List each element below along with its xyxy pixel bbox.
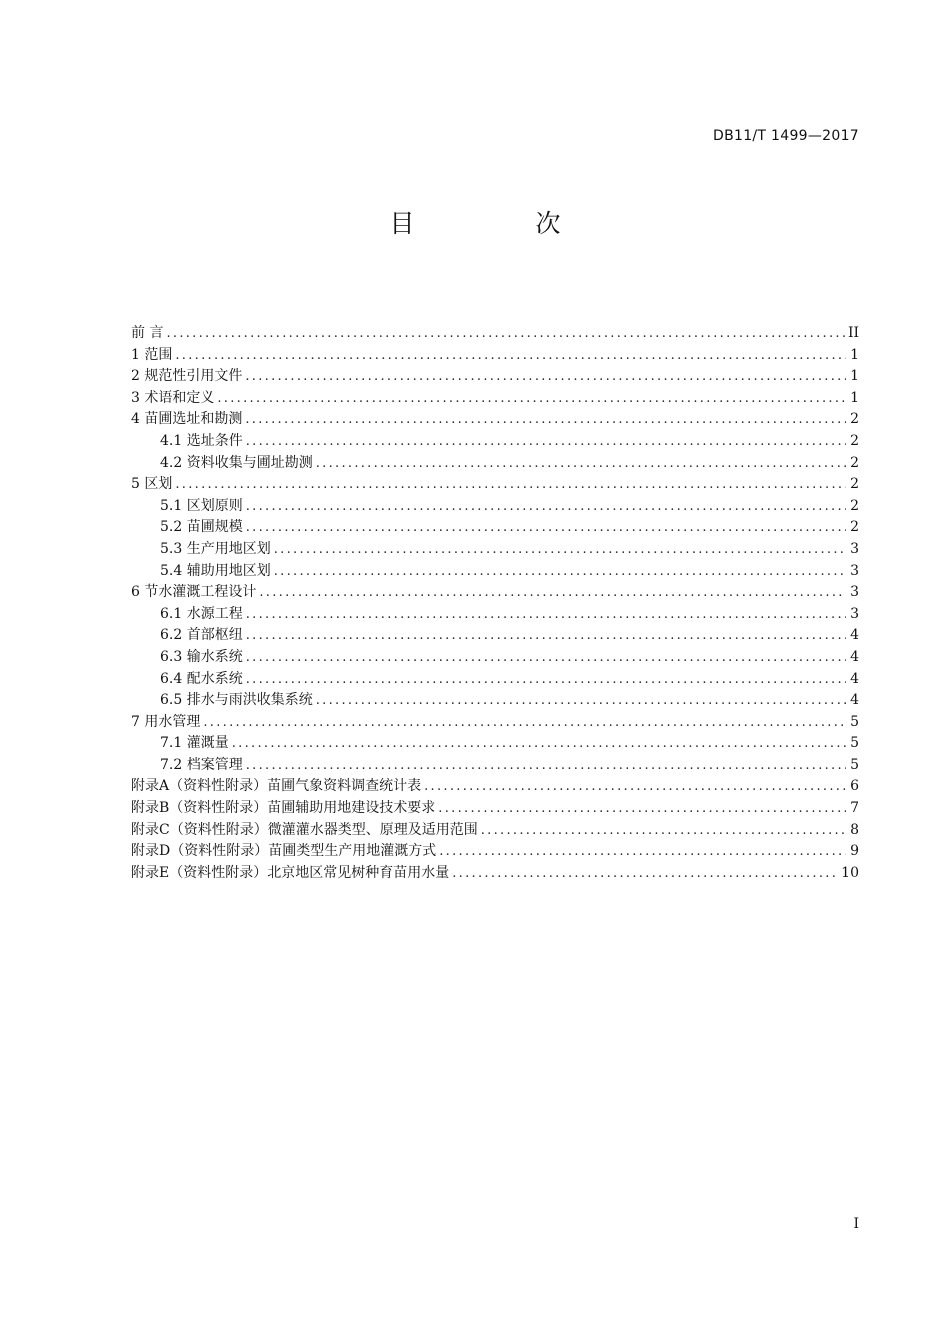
toc-entry-page: 5 (850, 713, 859, 730)
toc-leader-dots (246, 604, 846, 626)
toc-entry[interactable] (131, 496, 859, 518)
toc-leader-dots (481, 820, 846, 842)
toc-entry-page: 6 (850, 778, 859, 795)
toc-entry-label: 5.1 区划原则 (160, 497, 243, 514)
toc-entry[interactable] (131, 820, 859, 842)
toc-entry-page: 3 (850, 584, 859, 601)
toc-entry-page: 2 (850, 432, 859, 449)
toc-leader-dots (246, 496, 846, 518)
toc-leader-dots (166, 323, 844, 345)
toc-entry-page: 5 (850, 756, 859, 773)
toc-entry-page: 4 (850, 648, 859, 665)
toc-entry[interactable] (131, 776, 859, 798)
standard-code: DB11/T 1499—2017 (713, 128, 859, 144)
toc-entry-label: 附录C（资料性附录）微灌灌水器类型、原理及适用范围 (131, 821, 478, 838)
toc-entry-label: 前 言 (131, 325, 164, 341)
toc-entry-page: 8 (850, 821, 859, 838)
toc-leader-dots (246, 669, 846, 691)
toc-entry[interactable] (131, 474, 859, 496)
toc-entry[interactable] (131, 388, 859, 410)
toc-entry-label: 4.2 资料收集与圃址勘测 (160, 454, 313, 471)
toc-entry-label: 4.1 选址条件 (160, 432, 243, 449)
page-number: I (853, 1216, 859, 1232)
toc-entry-label: 3 术语和定义 (131, 389, 215, 406)
toc-leader-dots (203, 712, 846, 734)
toc-entry[interactable] (131, 755, 859, 777)
toc-leader-dots (217, 388, 846, 410)
toc-entry-label: 1 范围 (131, 346, 173, 363)
toc-leader-dots (246, 431, 846, 453)
toc-entry[interactable] (131, 561, 859, 583)
toc-entry[interactable] (131, 712, 859, 734)
toc-leader-dots (438, 798, 846, 820)
toc-entry[interactable] (131, 733, 859, 755)
toc-entry-page: 4 (850, 670, 859, 687)
toc-entry-page: 1 (850, 368, 859, 385)
toc-entry-label: 6.1 水源工程 (160, 605, 243, 622)
toc-leader-dots (246, 755, 846, 777)
table-of-contents (131, 323, 859, 884)
toc-entry-label: 5 区划 (131, 476, 173, 493)
toc-entry-label: 4 苗圃选址和勘测 (131, 411, 243, 428)
toc-entry-label: 6 节水灌溉工程设计 (131, 584, 257, 601)
toc-leader-dots (246, 625, 846, 647)
toc-leader-dots (246, 517, 846, 539)
toc-entry-label: 6.2 首部枢纽 (160, 627, 243, 644)
toc-entry-label: 5.3 生产用地区划 (160, 540, 271, 557)
toc-entry[interactable] (131, 431, 859, 453)
toc-leader-dots (316, 690, 846, 712)
toc-title: 目 次 (389, 209, 609, 238)
toc-entry-label: 附录A（资料性附录）苗圃气象资料调查统计表 (131, 778, 422, 795)
toc-entry[interactable] (131, 345, 859, 367)
toc-entry-page: 10 (841, 864, 859, 881)
toc-entry-label: 6.3 输水系统 (160, 648, 243, 665)
toc-entry-label: 附录E（资料性附录）北京地区常见树种育苗用水量 (131, 864, 450, 881)
toc-leader-dots (246, 647, 846, 669)
toc-entry-page: 3 (850, 540, 859, 557)
toc-entry-page: 4 (850, 692, 859, 709)
toc-entry[interactable] (131, 582, 859, 604)
toc-entry-label: 附录D（资料性附录）苗圃类型生产用地灌溉方式 (131, 843, 437, 860)
toc-leader-dots (232, 733, 846, 755)
toc-entry-page: 7 (850, 800, 859, 817)
toc-entry[interactable] (131, 669, 859, 691)
toc-leader-dots (175, 474, 846, 496)
toc-leader-dots (316, 453, 846, 475)
toc-entry[interactable] (131, 690, 859, 712)
toc-entry-label: 附录B（资料性附录）苗圃辅助用地建设技术要求 (131, 800, 436, 817)
toc-leader-dots (274, 561, 846, 583)
toc-entry[interactable] (131, 625, 859, 647)
toc-entry-page: 2 (850, 454, 859, 471)
toc-entry-page: 4 (850, 627, 859, 644)
toc-entry-label: 7.2 档案管理 (160, 756, 243, 773)
toc-entry-page: II (847, 325, 859, 341)
toc-entry-page: 3 (850, 605, 859, 622)
toc-entry-label: 5.4 辅助用地区划 (160, 562, 271, 579)
toc-entry[interactable] (131, 323, 859, 345)
toc-entry[interactable] (131, 647, 859, 669)
toc-entry[interactable] (131, 841, 859, 863)
toc-entry-label: 6.4 配水系统 (160, 670, 243, 687)
toc-entry[interactable] (131, 604, 859, 626)
toc-leader-dots (424, 776, 846, 798)
toc-entry[interactable] (131, 539, 859, 561)
toc-entry-page: 9 (850, 843, 859, 860)
toc-entry-page: 1 (850, 389, 859, 406)
toc-leader-dots (245, 409, 846, 431)
toc-leader-dots (245, 366, 846, 388)
toc-leader-dots (452, 863, 838, 885)
toc-entry-page: 2 (850, 497, 859, 514)
toc-entry[interactable] (131, 863, 859, 885)
toc-entry-page: 5 (850, 735, 859, 752)
toc-entry-page: 1 (850, 346, 859, 363)
toc-leader-dots (259, 582, 846, 604)
toc-entry-label: 2 规范性引用文件 (131, 368, 243, 385)
toc-entry[interactable] (131, 798, 859, 820)
toc-entry-page: 2 (850, 411, 859, 428)
toc-entry-label: 7.1 灌溉量 (160, 735, 229, 752)
toc-leader-dots (439, 841, 846, 863)
toc-entry[interactable] (131, 453, 859, 475)
toc-entry[interactable] (131, 366, 859, 388)
toc-entry-page: 2 (850, 476, 859, 493)
toc-leader-dots (175, 345, 846, 367)
toc-entry-label: 5.2 苗圃规模 (160, 519, 243, 536)
toc-entry-label: 6.5 排水与雨洪收集系统 (160, 692, 313, 709)
toc-entry[interactable] (131, 517, 859, 539)
toc-entry-page: 2 (850, 519, 859, 536)
toc-leader-dots (274, 539, 846, 561)
toc-entry-page: 3 (850, 562, 859, 579)
toc-entry-label: 7 用水管理 (131, 713, 201, 730)
toc-entry[interactable] (131, 409, 859, 431)
